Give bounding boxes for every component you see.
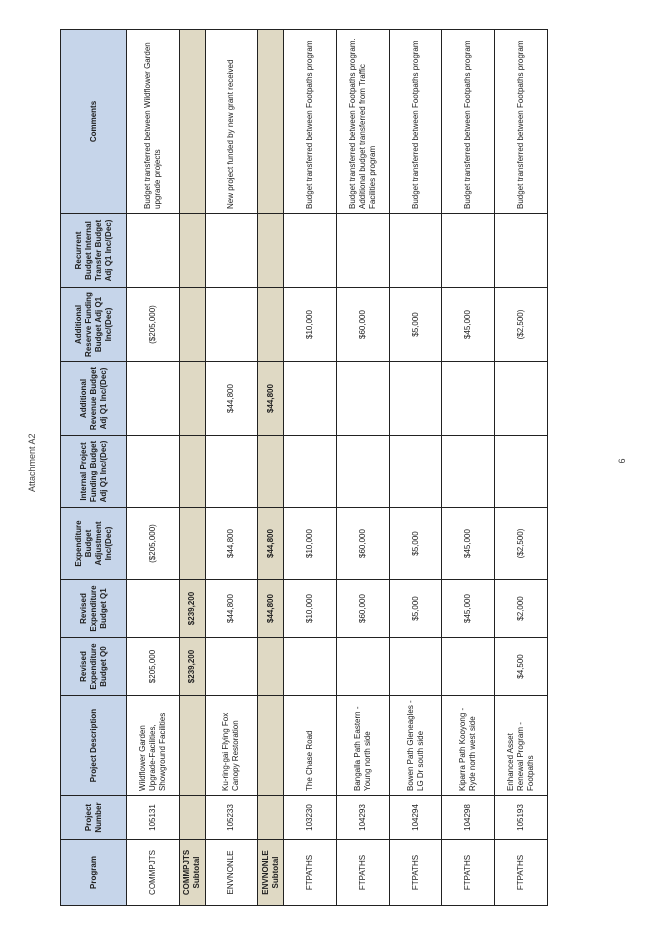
header-internal-funding: Internal Project Funding Budget Adj Q1 Inc/(Dec) [61,436,127,508]
cell-revised-q0 [389,638,442,696]
cell-recurrent-transfer [127,214,180,288]
cell-description: The Chase Road [284,696,337,796]
cell-revised-q1: $2,000 [495,580,548,638]
cell-comments: Budget transferred between Footpaths program [284,30,337,214]
cell-expenditure-adjustment: $5,000 [389,508,442,580]
cell-additional-reserve: $60,000 [336,288,389,362]
cell-comments [258,30,284,214]
cell-recurrent-transfer [495,214,548,288]
cell-description: Bowen Path Gleneagles - LG Dr south side [389,696,442,796]
cell-project-number: 103230 [284,796,337,840]
cell-description: Bangalla Path Eastern - Young north side [336,696,389,796]
cell-additional-revenue: $44,800 [205,362,258,436]
rotated-table-area [60,30,548,906]
cell-revised-q0 [442,638,495,696]
cell-revised-q1: $10,000 [284,580,337,638]
cell-program: FTPATHS [336,840,389,906]
subtotal-row [179,30,205,906]
cell-internal-funding [495,436,548,508]
subtotal-row [258,30,284,906]
cell-expenditure-adjustment: $45,000 [442,508,495,580]
cell-program: FTPATHS [442,840,495,906]
cell-comments: New project funded by new grant received [205,30,258,214]
cell-additional-revenue [284,362,337,436]
table-row [442,30,495,906]
cell-project-number [179,796,205,840]
cell-program: COMMPJTS Subtotal [179,840,205,906]
cell-internal-funding [179,436,205,508]
cell-description [179,696,205,796]
cell-additional-revenue [127,362,180,436]
header-program: Program [61,840,127,906]
cell-additional-revenue [442,362,495,436]
cell-revised-q0 [284,638,337,696]
cell-comments: Budget transferred between Footpaths program [389,30,442,214]
header-revised-q0: Revised Expenditure Budget Q0 [61,638,127,696]
cell-project-number: 104294 [389,796,442,840]
cell-internal-funding [336,436,389,508]
cell-description [258,696,284,796]
cell-revised-q0: $4,500 [495,638,548,696]
cell-recurrent-transfer [389,214,442,288]
cell-additional-reserve: $45,000 [442,288,495,362]
header-expenditure-adjustment: Expenditure Budget Adjustment Inc/(Dec) [61,508,127,580]
cell-program: ENVNONLE [205,840,258,906]
cell-project-number [258,796,284,840]
cell-program: COMMPJTS [127,840,180,906]
cell-comments: Budget transferred between Footpaths program [442,30,495,214]
cell-recurrent-transfer [179,214,205,288]
cell-description: Enhanced Asset Renewal Program - Footpaths [495,696,548,796]
cell-program: ENVNONLE Subtotal [258,840,284,906]
header-additional-revenue: Additional Revenue Budget Adj Q1 Inc/(Dec) [61,362,127,436]
cell-revised-q1 [127,580,180,638]
cell-recurrent-transfer [258,214,284,288]
table-row [127,30,180,906]
cell-recurrent-transfer [284,214,337,288]
table-header-row [61,30,127,906]
table-row [336,30,389,906]
cell-description: Ku-ring-gai Flying Fox Canopy Restoration [205,696,258,796]
cell-additional-revenue [336,362,389,436]
landscape-page [60,30,548,906]
header-project-description: Project Description [61,696,127,796]
cell-comments: Budget transferred between Wildflower Garden upgrade projects [127,30,180,214]
cell-internal-funding [284,436,337,508]
cell-recurrent-transfer [442,214,495,288]
cell-project-number: 105193 [495,796,548,840]
cell-expenditure-adjustment: $10,000 [284,508,337,580]
cell-revised-q0 [336,638,389,696]
cell-program: FTPATHS [284,840,337,906]
cell-expenditure-adjustment: $44,800 [205,508,258,580]
cell-comments: Budget transferred between Footpaths program [495,30,548,214]
cell-project-number: 105233 [205,796,258,840]
cell-program: FTPATHS [495,840,548,906]
header-project-number: Project Number [61,796,127,840]
cell-additional-reserve: $5,000 [389,288,442,362]
cell-description: Wildflower Garden Upgrade-Facilities, Showground Facilities [127,696,180,796]
page-number: 6 [617,458,627,464]
cell-project-number: 104293 [336,796,389,840]
cell-revised-q0: $205,000 [127,638,180,696]
cell-additional-reserve: ($2,500) [495,288,548,362]
cell-revised-q1: $45,000 [442,580,495,638]
cell-revised-q1: $44,800 [258,580,284,638]
cell-comments: Budget transferred between Footpaths program. Additional budget transferred from Traffic Facilities program [336,30,389,214]
cell-comments [179,30,205,214]
table-row [284,30,337,906]
cell-expenditure-adjustment: ($205,000) [127,508,180,580]
cell-revised-q1: $44,800 [205,580,258,638]
cell-program: FTPATHS [389,840,442,906]
attachment-label: Attachment A2 [27,433,37,492]
cell-recurrent-transfer [205,214,258,288]
cell-expenditure-adjustment: ($2,500) [495,508,548,580]
cell-expenditure-adjustment: $44,800 [258,508,284,580]
header-comments: Comments [61,30,127,214]
cell-recurrent-transfer [336,214,389,288]
cell-additional-revenue [179,362,205,436]
table-row [495,30,548,906]
cell-revised-q0: $239,200 [179,638,205,696]
table-row [389,30,442,906]
table-row [205,30,258,906]
cell-revised-q1: $5,000 [389,580,442,638]
budget-adjustment-table [60,29,548,906]
cell-internal-funding [127,436,180,508]
cell-revised-q0 [258,638,284,696]
cell-additional-reserve [179,288,205,362]
cell-expenditure-adjustment: $60,000 [336,508,389,580]
cell-project-number: 105131 [127,796,180,840]
cell-internal-funding [389,436,442,508]
cell-internal-funding [442,436,495,508]
cell-additional-reserve [205,288,258,362]
cell-revised-q1: $239,200 [179,580,205,638]
cell-additional-reserve: $10,000 [284,288,337,362]
cell-description: Kiparra Path Kooyong - Ryde north west side [442,696,495,796]
cell-additional-reserve [258,288,284,362]
header-recurrent-transfer: Recurrent Budget Internal Transfer Budget Adj Q1 Inc/(Dec) [61,214,127,288]
cell-expenditure-adjustment [179,508,205,580]
cell-additional-revenue: $44,800 [258,362,284,436]
cell-internal-funding [205,436,258,508]
cell-internal-funding [258,436,284,508]
cell-additional-revenue [389,362,442,436]
cell-additional-revenue [495,362,548,436]
header-revised-q1: Revised Expenditure Budget Q1 [61,580,127,638]
cell-revised-q0 [205,638,258,696]
cell-project-number: 104298 [442,796,495,840]
cell-additional-reserve: ($205,000) [127,288,180,362]
cell-revised-q1: $60,000 [336,580,389,638]
header-additional-reserve: Additional Reserve Funding Budget Adj Q1 Inc/(Dec) [61,288,127,362]
